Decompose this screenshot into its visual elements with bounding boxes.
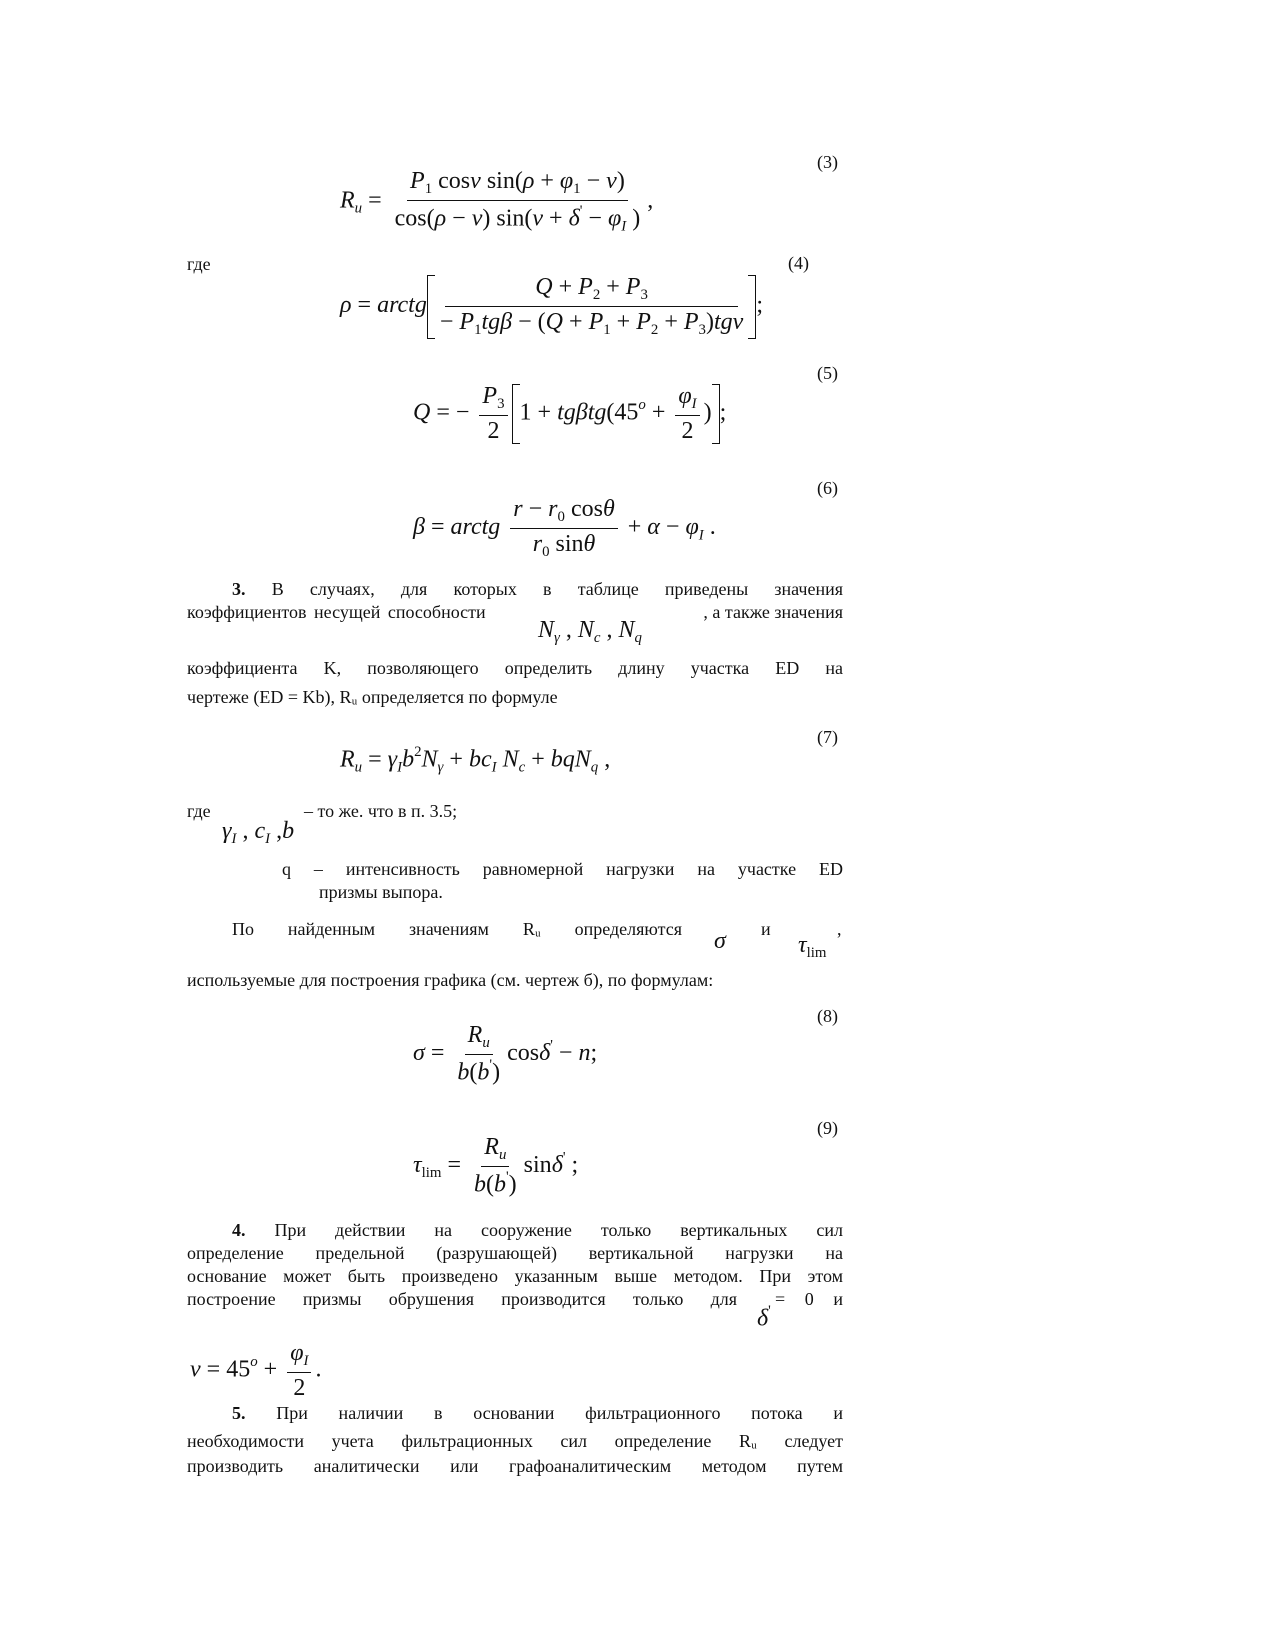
equation-number-4: (4) xyxy=(788,253,809,273)
formula-5: Q = − $\frac{P_3}{2}$ $1 + tg\beta tg(45^o$ + $\frac{\varphi_I}{2}$ ) ; xyxy=(413,383,727,445)
delta-prime-symbol: δ' xyxy=(757,1303,771,1332)
formula-nu: $\nu = 45^o$ + $\frac{\varphi_I}{2}$ . xyxy=(190,1340,322,1402)
formula-6: β = arctg $\frac{r - r_0 \cos\theta}{r_0 \sin\theta}$ + $\alpha - \varphi_I$ . xyxy=(413,496,716,561)
formula-3: $R_u$ = $\frac{P_1 \cos\nu \sin(\rho + \varphi_1 - \nu)}{\cos(\rho - \nu) \sin(\nu + \delta' - \varphi_I )}$ , xyxy=(340,168,654,235)
equation-number-5: (5) xyxy=(817,363,838,383)
paragraph-4-line-1: 4. При действии на сооружение только вертикальных сил xyxy=(232,1220,843,1240)
equation-number-9: (9) xyxy=(817,1118,838,1138)
sigma-symbol: σ xyxy=(714,928,726,954)
paragraph-5-line-2: необходимости учета фильтрационных сил определение Rᵤ следует xyxy=(187,1431,843,1451)
formula-9: $\tau_{lim}$ = $\frac{R_u}{b(b')}$ sinδ' ; xyxy=(413,1134,579,1198)
formula-7: $R_u = \gamma_Ib^2N_\gamma + bc_I$ $N_c + bqN_q$ , xyxy=(340,744,611,776)
document-page: (3) (4) (5) (6) (7) (8) (9) $R_u$ = $\frac{P_1 \cos\nu \sin(\rho + \varphi_1 - \nu)}{\cos(\rho - \nu) \sin(\nu + \delta' - \varphi_I )}$ , где ρ = arctg $\frac{Q + P_2 + P_3}{- P_1tg\beta - (Q + P_1 + P_2 + P_3)tg\nu}$ ; Q = − $\frac{P_3}{2}$ $1 + tg\beta tg(45^o$ + $\frac{\varphi_I}{2}$ ) ; β = arctg $\frac{r - r_0 \cos\theta}{r_0 \sin\theta}$ + $\alpha - \varphi_I$ . 3. В случаях, для которых в таблице приведены значения коэффициентов несущей способности , а также значения $N_\gamma$ , $N_c$ , $N_q$ коэффициента K, позволяющего определить длину участка ED на чертеже (ED = Kb), Rᵤ определяется по формуле $R_u = \gamma_Ib^2N_\gamma + bc_I$ $N_c + bqN_q$ , где – то же. что в п. 3.5; $\gamma_I$ , $c_I$ ,b q – интенсивность равномерной нагрузки на участке ED призмы выпора. По найденным значениям Rᵤ определяются и , σ $\tau_{lim}$ используемые для построения графика (см. чертеж б), по формулам: σ = $\frac{R_u}{b(b')}$ cosδ' − n; $\tau_{lim}$ = $\frac{R_u}{b(b')}$ sinδ' ; 4. При действии на сооружение только вертикальных сил определение предельной (разрушающей) вертикальной нагрузки на основание может быть произведено указанным выше методом. При этом построение призмы обрушения производится только для = 0 и δ' $\nu = 45^o$ + $\frac{\varphi_I}{2}$ . 5. При наличии в основании фильтрационного потока и необходимости учета фильтрационных сил определение Rᵤ следует производить аналитически или графоаналитическим методом путем xyxy=(187,152,844,1476)
equation-number-3: (3) xyxy=(817,152,838,172)
symbols-gamma-c-b: $\gamma_I$ , $c_I$ ,b xyxy=(222,818,295,848)
coefficient-symbols: $N_\gamma$ , $N_c$ , $N_q$ xyxy=(538,617,642,647)
formula-4: ρ = arctg $\frac{Q + P_2 + P_3}{- P_1tg\beta - (Q + P_1 + P_2 + P_3)tg\nu}$ ; xyxy=(340,274,763,339)
paragraph-4-line-3: основание может быть произведено указанным выше методом. При этом xyxy=(187,1266,843,1286)
equation-number-6: (6) xyxy=(817,478,838,498)
where-label-2: где xyxy=(187,801,211,821)
paragraph-5-line-3: производить аналитически или графоаналитическим методом путем xyxy=(187,1456,843,1476)
where-text-3: призмы выпора. xyxy=(319,882,443,902)
where-label-1: где xyxy=(187,254,211,274)
tau-lim-symbol: $\tau_{lim}$ xyxy=(798,932,827,962)
paragraph-after-line-2: используемые для построения графика (см. чертеж б), по формулам: xyxy=(187,970,714,990)
formula-8: σ = $\frac{R_u}{b(b')}$ cosδ' − n; xyxy=(413,1022,598,1086)
paragraph-5-line-1: 5. При наличии в основании фильтрационного потока и xyxy=(232,1403,844,1423)
paragraph-3-line-1: 3. В случаях, для которых в таблице приведены значения xyxy=(232,579,843,599)
where-text-2: q – интенсивность равномерной нагрузки на участке ED xyxy=(282,859,843,879)
where-text-1: – то же. что в п. 3.5; xyxy=(304,801,458,821)
paragraph-4-line-2: определение предельной (разрушающей) вертикальной нагрузки на xyxy=(187,1243,843,1263)
paragraph-3-line-3: коэффициента K, позволяющего определить длину участка ED на xyxy=(187,658,843,678)
equation-number-8: (8) xyxy=(817,1006,838,1026)
equation-number-7: (7) xyxy=(817,727,838,747)
paragraph-3-line-4: чертеже (ED = Kb), Rᵤ определяется по формуле xyxy=(187,687,558,707)
